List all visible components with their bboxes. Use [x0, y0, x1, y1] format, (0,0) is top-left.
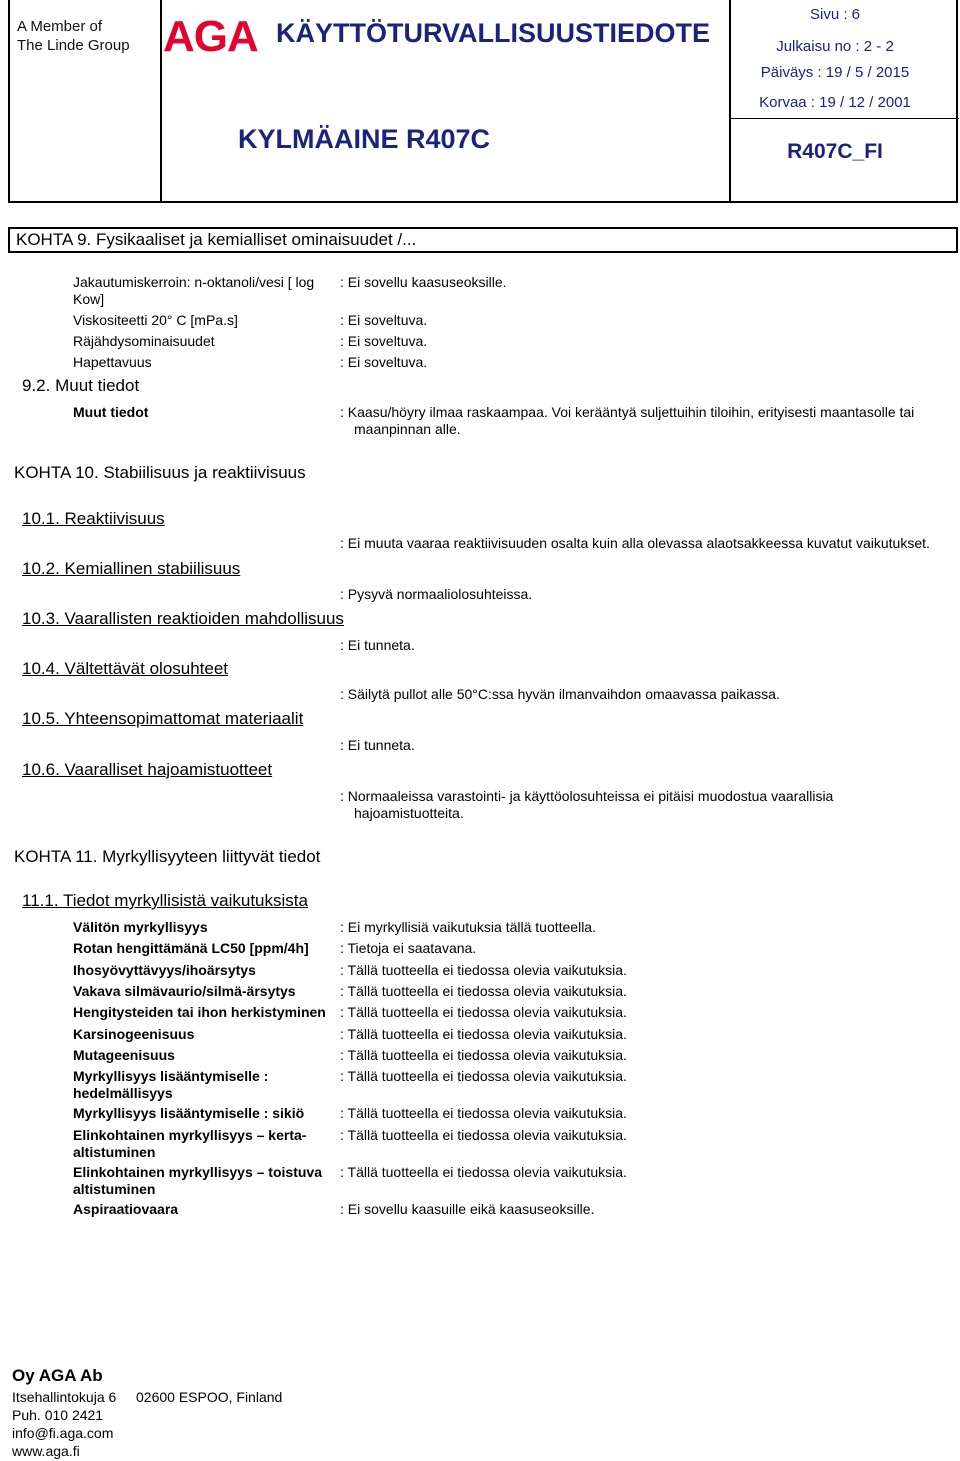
toxicity-value: : Tällä tuotteella ei tiedossa olevia vaikutuksia. [340, 962, 627, 978]
header-divider [731, 118, 959, 119]
subsection-value: : Ei tunneta. [340, 737, 415, 753]
replaces-date: Korvaa : 19 / 12 / 2001 [759, 94, 911, 111]
company-name: Oy AGA Ab [12, 1366, 103, 1385]
toxicity-label: Ihosyövyttävyys/ihoärsytys [73, 962, 256, 978]
subsection-heading [22, 609, 344, 629]
property-value: : Ei soveltuva. [340, 333, 428, 349]
property-label: Viskositeetti 20° C [mPa.s] [73, 312, 238, 328]
subsection-heading-text: 10.3. Vaarallisten reaktioiden mahdollisuus [22, 609, 344, 628]
toxicity-label: Mutageenisuus [73, 1047, 175, 1063]
subsection-heading-text: 10.2. Kemiallinen stabiilisuus [22, 559, 241, 578]
toxicity-value: : Ei myrkyllisiä vaikutuksia tällä tuotteella. [340, 919, 596, 935]
property-label: Hapettavuus [73, 354, 152, 370]
section-10-title: KOHTA 10. Stabiilisuus ja reaktiivisuus [14, 463, 306, 482]
aga-logo: AGA [163, 12, 258, 61]
subsection-value: : Säilytä pullot alle 50°C:ssa hyvän ilmanvaihdon omaavassa paikassa. [340, 686, 780, 702]
subsection-value: : Pysyvä normaaliolosuhteissa. [340, 586, 533, 602]
toxicity-label: Myrkyllisyys lisääntymiselle : sikiö [73, 1105, 305, 1121]
toxicity-value: : Tällä tuotteella ei tiedossa olevia vaikutuksia. [340, 1047, 627, 1063]
property-label: Räjähdysominaisuudet [73, 333, 215, 349]
document-title: KÄYTTÖTURVALLISUUSTIEDOTE [276, 18, 711, 48]
header-divider [160, 0, 162, 201]
subsection-11-1-heading [22, 891, 308, 911]
linde-line1: A Member of [17, 18, 103, 35]
linde-line2: The Linde Group [17, 37, 130, 54]
subsection-value: : Ei muuta vaaraa reaktiivisuuden osalta kuin alla olevassa alaotsakkeessa kuvatut vaikutukset. [340, 535, 930, 551]
toxicity-label: Karsinogeenisuus [73, 1026, 195, 1042]
property-value: : Ei soveltuva. [340, 354, 428, 370]
linde-group-logo [17, 17, 130, 55]
toxicity-value: : Tällä tuotteella ei tiedossa olevia vaikutuksia. [340, 1068, 627, 1084]
toxicity-value: : Tällä tuotteella ei tiedossa olevia vaikutuksia. [340, 1105, 627, 1121]
subsection-heading [22, 760, 272, 780]
section-11-title: KOHTA 11. Myrkyllisyyteen liittyvät tiedot [14, 847, 321, 866]
toxicity-value: : Ei sovellu kaasuille eikä kaasuseoksille. [340, 1201, 595, 1217]
toxicity-label: Välitön myrkyllisyys [73, 919, 208, 935]
subsection-heading [22, 559, 240, 579]
document-code: R407C_FI [787, 140, 883, 163]
company-email[interactable]: info@fi.aga.com [12, 1425, 114, 1441]
subsection-value: : Normaaleissa varastointi- ja käyttöolosuhteissa ei pitäisi muodostua vaarallisia hajoamistuotteita. [340, 788, 834, 821]
toxicity-value: : Tällä tuotteella ei tiedossa olevia vaikutuksia. [340, 1164, 627, 1180]
toxicity-label: Hengitysteiden tai ihon herkistyminen [73, 1004, 326, 1020]
toxicity-label: Aspiraatiovaara [73, 1201, 179, 1217]
subsection-heading-text: 10.6. Vaaralliset hajoamistuotteet [22, 760, 273, 779]
toxicity-label: Rotan hengittämänä LC50 [ppm/4h] [73, 940, 309, 956]
toxicity-label: Elinkohtainen myrkyllisyys – toistuva altistuminen [73, 1164, 322, 1197]
toxicity-label: Myrkyllisyys lisääntymiselle : hedelmällisyys [73, 1068, 269, 1101]
company-street: Itsehallintokuja 6 [12, 1389, 117, 1405]
subsection-heading-text: 10.5. Yhteensopimattomat materiaalit [22, 709, 304, 728]
company-website[interactable]: www.aga.fi [12, 1443, 80, 1459]
toxicity-value: : Tällä tuotteella ei tiedossa olevia vaikutuksia. [340, 1026, 627, 1042]
property-value: : Ei soveltuva. [340, 312, 428, 328]
toxicity-value: : Tietoja ei saatavana. [340, 940, 477, 956]
page-number: Sivu : 6 [809, 6, 861, 23]
toxicity-value: : Tällä tuotteella ei tiedossa olevia vaikutuksia. [340, 983, 627, 999]
property-label: Jakautumiskerroin: n-oktanoli/vesi [ log Kow] [73, 274, 315, 307]
company-phone: Puh. 010 2421 [12, 1407, 104, 1423]
property-value: : Ei sovellu kaasuseoksille. [340, 274, 507, 290]
toxicity-value: : Tällä tuotteella ei tiedossa olevia vaikutuksia. [340, 1127, 627, 1143]
other-info-value: : Kaasu/höyry ilmaa raskaampaa. Voi kerääntyä suljettuihin tiloihin, erityisesti maantasolle tai maanpinnan alle. [340, 404, 915, 437]
product-name: KYLMÄAINE R407C [238, 124, 491, 154]
toxicity-label: Vakava silmävaurio/silmä-ärsytys [73, 983, 296, 999]
section-9-title: KOHTA 9. Fysikaaliset ja kemialliset ominaisuudet /... [8, 227, 958, 253]
edition-number: Julkaisu no : 2 - 2 [776, 38, 894, 55]
toxicity-value: : Tällä tuotteella ei tiedossa olevia vaikutuksia. [340, 1004, 627, 1020]
subsection-heading [22, 659, 228, 679]
company-city: 02600 ESPOO, Finland [136, 1389, 283, 1405]
subsection-value: : Ei tunneta. [340, 637, 415, 653]
toxicity-label: Elinkohtainen myrkyllisyys – kerta-altistuminen [73, 1127, 307, 1160]
other-info-label: Muut tiedot [73, 404, 149, 420]
subsection-9-2-heading: 9.2. Muut tiedot [22, 376, 140, 395]
subsection-heading-text: 11.1. Tiedot myrkyllisistä vaikutuksista [22, 891, 308, 910]
issue-date: Päiväys : 19 / 5 / 2015 [760, 64, 910, 81]
subsection-heading-text: 10.1. Reaktiivisuus [22, 509, 165, 528]
subsection-heading [22, 709, 303, 729]
subsection-heading [22, 509, 165, 529]
subsection-heading-text: 10.4. Vältettävät olosuhteet [22, 659, 229, 678]
